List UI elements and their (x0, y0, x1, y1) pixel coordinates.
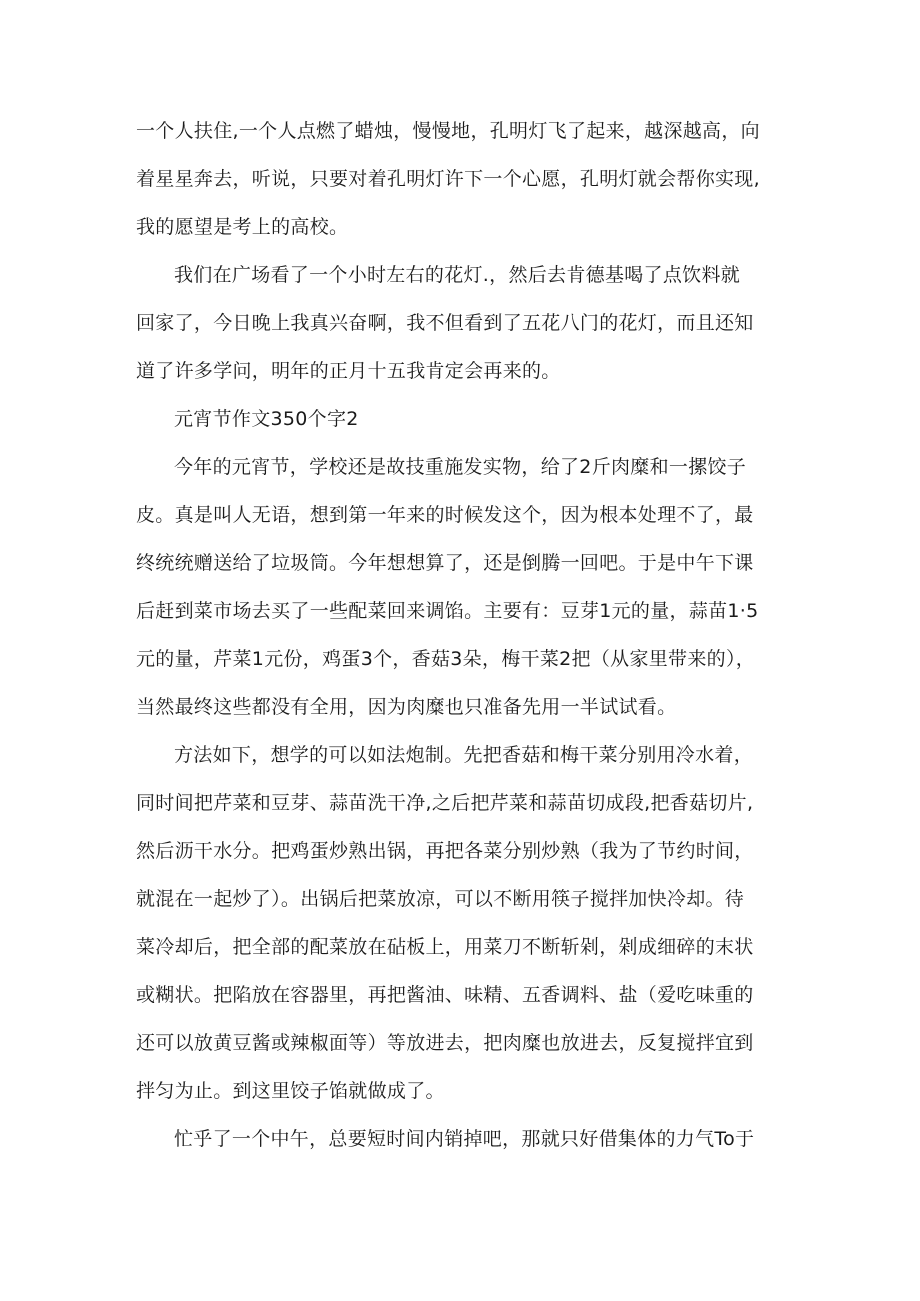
text-line: 后赶到菜市场去买了一些配菜回来调馅。主要有：豆芽1元的量，蒜苗1·5 (136, 600, 759, 622)
text-line: 今年的元宵节，学校还是故技重施发实物，给了2斤肉糜和一摞饺子 (174, 456, 747, 478)
text-line: 一个人扶住,一个人点燃了蜡烛，慢慢地，孔明灯飞了起来，越深越高，向 (136, 120, 760, 142)
text-line: 皮。真是叫人无语，想到第一年来的时候发这个，因为根本处理不了，最 (136, 504, 754, 526)
paragraph (136, 107, 796, 251)
text-line: 我们在广场看了一个小时左右的花灯.，然后去肯德基喝了点饮料就 (174, 264, 741, 286)
paragraph (136, 443, 796, 731)
text-line: 回家了，今日晚上我真兴奋啊，我不但看到了五花八门的花灯，而且还知 (136, 312, 754, 334)
paragraph (136, 1115, 796, 1163)
text-line: 拌匀为止。到这里饺子馅就做成了。 (136, 1080, 445, 1102)
document-body (136, 107, 796, 1163)
text-line: 终统统赠送给了垃圾筒。今年想想算了，还是倒腾一回吧。于是中午下课 (136, 552, 754, 574)
text-line: 忙乎了一个中午，总要短时间内销掉吧，那就只好借集体的力气To于 (174, 1128, 755, 1150)
text-line: 道了许多学问，明年的正月十五我肯定会再来的。 (136, 360, 561, 382)
text-line: 方法如下，想学的可以如法炮制。先把香菇和梅干菜分别用冷水着， (174, 744, 754, 766)
text-line: 当然最终这些都没有全用，因为肉糜也只准备先用一半试试看。 (136, 696, 677, 718)
text-line: 我的愿望是考上的高校。 (136, 216, 349, 238)
text-line: 还可以放黄豆酱或辣椒面等）等放进去，把肉糜也放进去，反复搅拌宜到 (136, 1032, 754, 1054)
text-line: 就混在一起炒了）。出锅后把菜放凉，可以不断用筷子搅拌加快冷却。待 (136, 888, 745, 910)
text-line: 或糊状。把陷放在容器里，再把酱油、味精、五香调料、盐（爱吃味重的 (136, 984, 754, 1006)
heading-line: 元宵节作文350个字2 (174, 408, 359, 430)
text-line: 然后沥干水分。把鸡蛋炒熟出锅，再把各菜分别炒熟（我为了节约时间， (136, 840, 754, 862)
section-heading (136, 395, 796, 443)
text-line: 同时间把芹菜和豆芽、蒜苗洗干净,之后把芹菜和蒜苗切成段,把香菇切片, (136, 792, 754, 814)
text-line: 菜冷却后，把全部的配菜放在砧板上，用菜刀不断斩剁，剁成细碎的末状 (136, 936, 754, 958)
paragraph (136, 731, 796, 1115)
paragraph (136, 251, 796, 395)
text-line: 着星星奔去，听说，只要对着孔明灯许下一个心愿，孔明灯就会帮你实现, (136, 168, 760, 190)
text-line: 元的量，芹菜1元份，鸡蛋3个，香菇3朵，梅干菜2把（从家里带来的）， (136, 648, 756, 670)
